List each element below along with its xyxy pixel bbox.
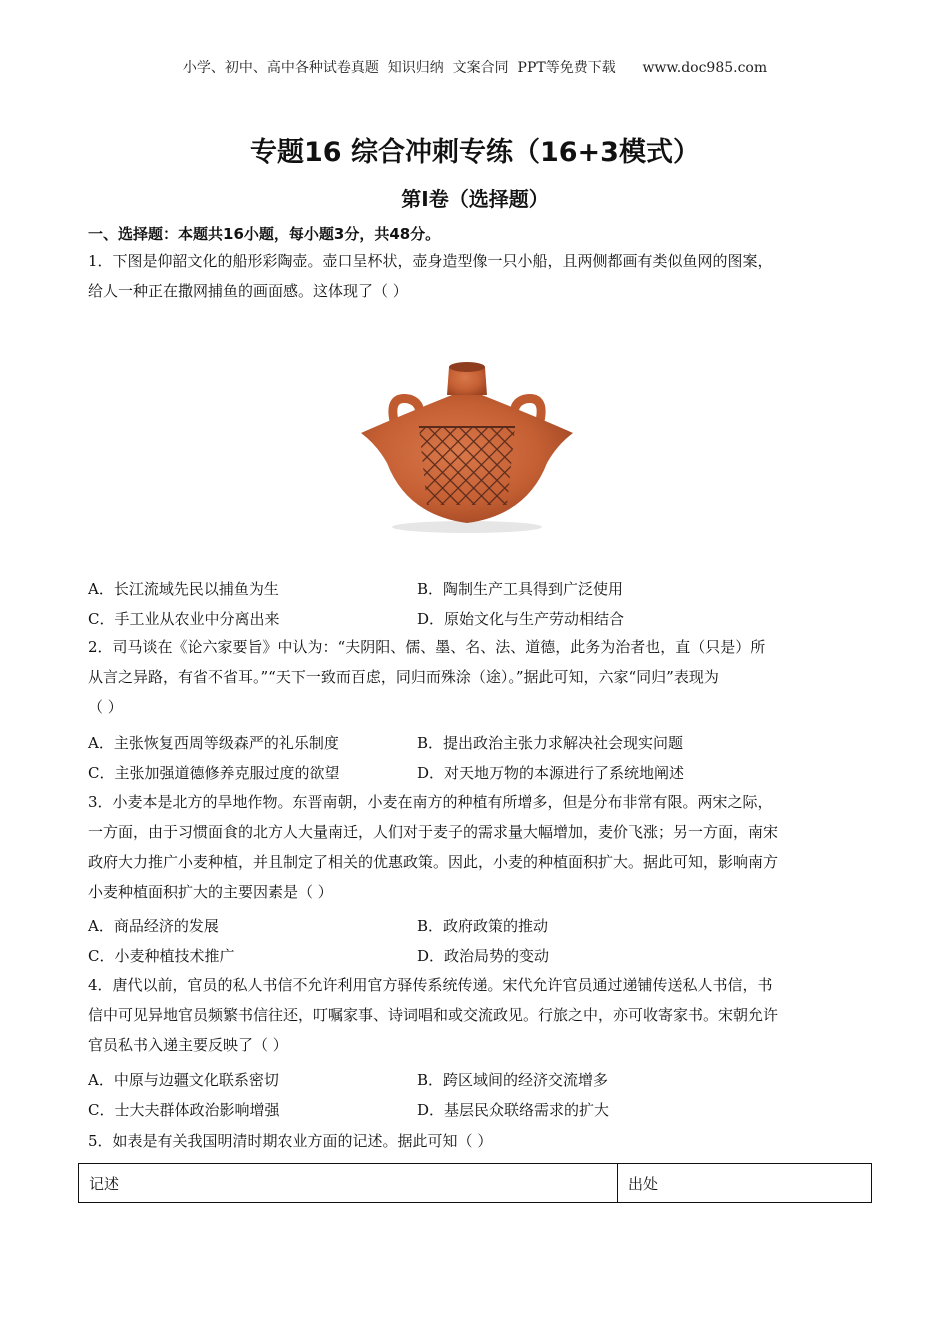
question-1 xyxy=(88,246,864,306)
question-2-line: （ ） xyxy=(88,698,123,716)
question-2-line: 从言之异路，有省不省耳。”“天下一致而百虑，同归而殊涂（途）。”据此可知，六家“同归”表现为 xyxy=(88,668,719,686)
question-4-line: 官员私书入递主要反映了（ ） xyxy=(88,1036,288,1054)
table-header-row xyxy=(79,1164,872,1203)
option-a[interactable]: A．中原与边疆文化联系密切 xyxy=(88,1071,279,1089)
option-c[interactable]: C．手工业从农业中分离出来 xyxy=(88,610,280,628)
option-b[interactable]: B．跨区域间的经济交流增多 xyxy=(417,1071,609,1089)
section-heading: 一、选择题：本题共16小题，每小题3分，共48分。 xyxy=(88,225,441,243)
option-d[interactable]: D．原始文化与生产劳动相结合 xyxy=(417,610,625,628)
question-3-line: 政府大力推广小麦种植，并且制定了相关的优惠政策。因此，小麦的种植面积扩大。据此可知，影响南方 xyxy=(88,853,779,871)
page-title: 专题16 综合冲刺专练（16+3模式） xyxy=(250,137,700,168)
question-1-line: 1．下图是仰韶文化的船形彩陶壶。壶口呈杯状，壶身造型像一只小船，且两侧都画有类似鱼网的图案， xyxy=(88,252,773,270)
records-table xyxy=(78,1163,872,1203)
question-4-line: 信中可见异地官员频繁书信往还，叮嘱家事、诗词唱和或交流政见。行旅之中，亦可收寄家书。宋朝允许 xyxy=(88,1006,779,1024)
question-3-line: 3．小麦本是北方的旱地作物。东晋南朝，小麦在南方的种植有所增多，但是分布非常有限。两宋之际， xyxy=(88,793,773,811)
option-c[interactable]: C．士大夫群体政治影响增强 xyxy=(88,1101,280,1119)
question-1-line: 给人一种正在撒网捕鱼的画面感。这体现了（ ） xyxy=(88,282,408,300)
question-4 xyxy=(88,970,864,1060)
question-3-line: 小麦种植面积扩大的主要因素是（ ） xyxy=(88,883,333,901)
option-b[interactable]: B．政府政策的推动 xyxy=(417,917,549,935)
option-d[interactable]: D．政治局势的变动 xyxy=(417,947,550,965)
question-5-line: 5．如表是有关我国明清时期农业方面的记述。据此可知（ ） xyxy=(88,1132,493,1150)
option-a[interactable]: A．商品经济的发展 xyxy=(88,917,219,935)
option-d[interactable]: D．基层民众联络需求的扩大 xyxy=(417,1101,610,1119)
option-b[interactable]: B．提出政治主张力求解决社会现实问题 xyxy=(417,734,684,752)
question-2-line: 2．司马谈在《论六家要旨》中认为：“夫阴阳、儒、墨、名、法、道德，此务为治者也，直（只是）所 xyxy=(88,638,766,656)
page-subtitle: 第I卷（选择题） xyxy=(401,187,549,211)
question-5 xyxy=(88,1126,864,1156)
option-c[interactable]: C．主张加强道德修养克服过度的欲望 xyxy=(88,764,340,782)
table-header-cell: 记述 xyxy=(79,1164,618,1203)
table-header-cell: 出处 xyxy=(618,1164,872,1203)
page-header xyxy=(0,57,950,77)
question-3 xyxy=(88,787,864,907)
option-b[interactable]: B．陶制生产工具得到广泛使用 xyxy=(417,580,624,598)
option-a[interactable]: A．长江流域先民以捕鱼为生 xyxy=(88,580,279,598)
question-2 xyxy=(88,632,864,722)
header-site[interactable]: www.doc985.com xyxy=(642,60,768,76)
option-d[interactable]: D．对天地万物的本源进行了系统地阐述 xyxy=(417,764,685,782)
option-a[interactable]: A．主张恢复西周等级森严的礼乐制度 xyxy=(88,734,339,752)
header-text: 小学、初中、高中各种试卷真题 知识归纳 文案合同 PPT等免费下载 xyxy=(182,60,616,76)
question-4-line: 4．唐代以前，官员的私人书信不允许利用官方驿传系统传递。宋代允许官员通过递铺传送私人书信，书 xyxy=(88,976,773,994)
painted-pottery-boat-vase-image xyxy=(357,355,577,540)
question-3-line: 一方面，由于习惯面食的北方人大量南迁，人们对于麦子的需求量大幅增加，麦价飞涨；另一方面，南宋 xyxy=(88,823,779,841)
option-c[interactable]: C．小麦种植技术推广 xyxy=(88,947,235,965)
